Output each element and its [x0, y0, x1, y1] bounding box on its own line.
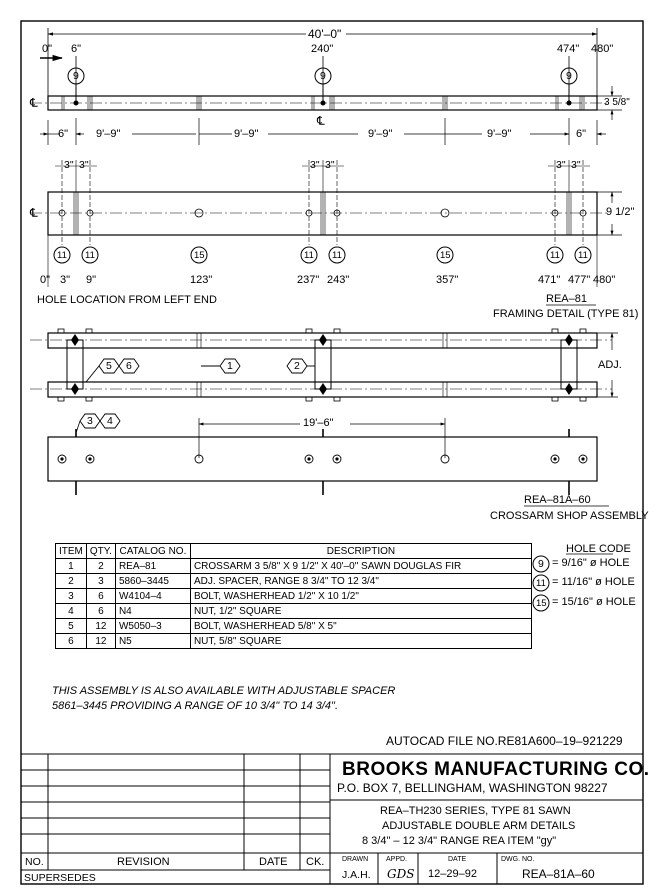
balloon-9-a: 9 [73, 70, 79, 82]
bom-row [56, 619, 532, 634]
assembly-plan [30, 329, 618, 401]
balloon-15-a: 15 [194, 250, 205, 261]
bom-qty: 12 [86, 619, 115, 634]
date-label: DATE [448, 856, 467, 863]
spacing-6-left: 6" [58, 128, 69, 140]
hole-code-11-desc: = 11/16" ø HOLE [552, 576, 635, 588]
bom-header-description: DESCRIPTION [190, 544, 531, 559]
appd-signature: GDS [387, 867, 415, 881]
bom-item: 4 [56, 604, 87, 619]
pos-0: 0" [42, 43, 53, 55]
bom-qty: 6 [86, 589, 115, 604]
pair-3-c: 3" [310, 159, 320, 171]
bpos-243: 243" [327, 274, 350, 286]
bom-qty: 2 [86, 559, 115, 574]
bpos-123: 123" [190, 274, 213, 286]
balloon-11-f: 11 [578, 250, 588, 261]
bom-row [56, 574, 532, 589]
bpos-9: 9" [86, 274, 97, 286]
bom-item: 6 [56, 634, 87, 649]
bom-catalog: REA–81 [115, 559, 190, 574]
bom-header-item: ITEM [56, 544, 87, 559]
bom-description: NUT, 5/8" SQUARE [190, 634, 531, 649]
hole-code-15-desc: = 15/16" ø HOLE [552, 596, 636, 608]
rea81-title: REA–81 [546, 293, 587, 305]
balloon-11-c: 11 [304, 250, 314, 261]
balloon-11-a: 11 [57, 250, 67, 261]
bom-header-qty: QTY. [86, 544, 115, 559]
note-line-2: 5861–3445 PROVIDING A RANGE OF 10 3/4" TO 14 3/4". [52, 700, 339, 712]
bom-catalog: W5050–3 [115, 619, 190, 634]
rev-date-header: DATE [259, 856, 288, 868]
rev-ck-header: CK. [306, 856, 325, 868]
callout-1: 1 [227, 360, 233, 372]
appd-label: APPD. [386, 856, 408, 863]
bom-row [56, 589, 532, 604]
balloon-9-c: 9 [566, 70, 572, 82]
company-name: BROOKS MANUFACTURING CO. [342, 759, 650, 780]
date-value: 12–29–92 [428, 868, 477, 880]
pair-3-e: 3" [556, 159, 566, 171]
pos-480: 480" [591, 43, 614, 55]
rea81a-title: REA–81A–60 [524, 494, 591, 506]
centerline-mid: ℄ [317, 114, 325, 128]
front-height-label: 9 1/2" [606, 206, 635, 218]
bom-row [56, 559, 532, 574]
pair-3-f: 3" [571, 159, 581, 171]
centerline-left-top: ℄ [30, 96, 38, 110]
balloon-11-d: 11 [332, 250, 342, 261]
top-view-crossarm [30, 96, 610, 110]
bpos-3: 3" [60, 274, 71, 286]
bom-item: 1 [56, 559, 87, 574]
adj-label: ADJ. [598, 359, 622, 371]
crossarm-height-label: 3 5/8" [604, 97, 630, 108]
drawing-desc-3: 8 3/4" – 12 3/4" RANGE REA ITEM "gy" [362, 835, 557, 847]
autocad-file-no: AUTOCAD FILE NO.RE81A600–19–921229 [386, 734, 623, 748]
pos-240: 240" [311, 43, 334, 55]
bom-item: 5 [56, 619, 87, 634]
bill-of-materials [55, 543, 532, 649]
hole-location-label: HOLE LOCATION FROM LEFT END [37, 294, 217, 306]
bom-row [56, 634, 532, 649]
hole-code-15: 15 [536, 598, 547, 609]
balloon-11-e: 11 [550, 250, 560, 261]
balloon-9-b: 9 [320, 70, 326, 82]
bom-description: NUT, 1/2" SQUARE [190, 604, 531, 619]
hole-code-9: 9 [538, 558, 544, 570]
balloon-11-b: 11 [85, 250, 95, 261]
rea81-subtitle: FRAMING DETAIL (TYPE 81) [493, 308, 639, 320]
supersedes-label: SUPERSEDES [24, 872, 96, 884]
bom-catalog: N4 [115, 604, 190, 619]
bottom-positions-dim [48, 235, 597, 287]
hole-code-title: HOLE CODE [566, 543, 631, 555]
bom-catalog: W4104–4 [115, 589, 190, 604]
bom-qty: 12 [86, 634, 115, 649]
bom-item: 3 [56, 589, 87, 604]
bom-catalog: 5860–3445 [115, 574, 190, 589]
spacing-6-right: 6" [576, 128, 587, 140]
pos-474: 474" [557, 43, 580, 55]
spacing-9-9-b: 9'–9" [234, 128, 259, 140]
bom-description: BOLT, WASHERHEAD 1/2" X 10 1/2" [190, 589, 531, 604]
rev-no-header: NO. [25, 856, 44, 868]
hole-balloons-front [54, 247, 591, 263]
bpos-480: 480" [593, 274, 616, 286]
overall-length-label: 40'–0" [308, 27, 342, 41]
dwg-no-label: DWG. NO. [501, 856, 535, 863]
pos-6: 6" [71, 43, 82, 55]
note-line-1: THIS ASSEMBLY IS ALSO AVAILABLE WITH ADJUSTABLE SPACER [52, 685, 396, 697]
hole-code-9-desc: = 9/16" ø HOLE [552, 557, 630, 569]
callout-3: 3 [87, 415, 93, 427]
bom-header-catalog: CATALOG NO. [115, 544, 190, 559]
pair-3-a: 3" [64, 159, 74, 171]
rea81a-subtitle: CROSSARM SHOP ASSEMBLY [490, 510, 649, 522]
bom-description: ADJ. SPACER, RANGE 8 3/4" TO 12 3/4" [190, 574, 531, 589]
callout-5: 5 [106, 360, 112, 372]
dwg-no-value: REA–81A–60 [522, 867, 595, 881]
callout-6: 6 [126, 360, 132, 372]
spacing-9-9-c: 9'–9" [368, 128, 393, 140]
drawing-desc-2: ADJUSTABLE DOUBLE ARM DETAILS [382, 820, 576, 832]
company-address: P.O. BOX 7, BELLINGHAM, WASHINGTON 98227 [337, 781, 608, 795]
bom-row [56, 604, 532, 619]
drawing-desc-1: REA–TH230 SERIES, TYPE 81 SAWN [380, 805, 571, 817]
bpos-237: 237" [297, 274, 320, 286]
callout-4: 4 [107, 415, 113, 427]
bpos-471: 471" [538, 274, 561, 286]
hole-code-11: 11 [536, 578, 546, 589]
callout-2: 2 [294, 360, 300, 372]
rev-revision-header: REVISION [117, 856, 170, 868]
bpos-477: 477" [568, 274, 591, 286]
bom-description: BOLT, WASHERHEAD 5/8" X 5" [190, 619, 531, 634]
spacing-9-9-d: 9'–9" [487, 128, 512, 140]
bom-qty: 6 [86, 604, 115, 619]
pair-3-d: 3" [325, 159, 335, 171]
bom-qty: 3 [86, 574, 115, 589]
sheet-border [21, 21, 643, 884]
drawn-value: J.A.H. [342, 869, 371, 881]
bom-header [56, 544, 532, 559]
spacing-9-9-a: 9'–9" [96, 128, 121, 140]
bpos-0: 0" [40, 274, 51, 286]
bom-item: 2 [56, 574, 87, 589]
drawn-label: DRAWN [342, 856, 369, 863]
pair-3-b: 3" [79, 159, 89, 171]
bpos-357: 357" [436, 274, 459, 286]
bom-catalog: N5 [115, 634, 190, 649]
bom-description: CROSSARM 3 5/8" X 9 1/2" X 40'–0" SAWN DOUGLAS FIR [190, 559, 531, 574]
balloon-15-b: 15 [440, 250, 451, 261]
front-view-crossarm [30, 160, 622, 245]
centerline-left-front: ℄ [30, 206, 38, 220]
assembly-spacing-label: 19'–6" [303, 417, 334, 429]
